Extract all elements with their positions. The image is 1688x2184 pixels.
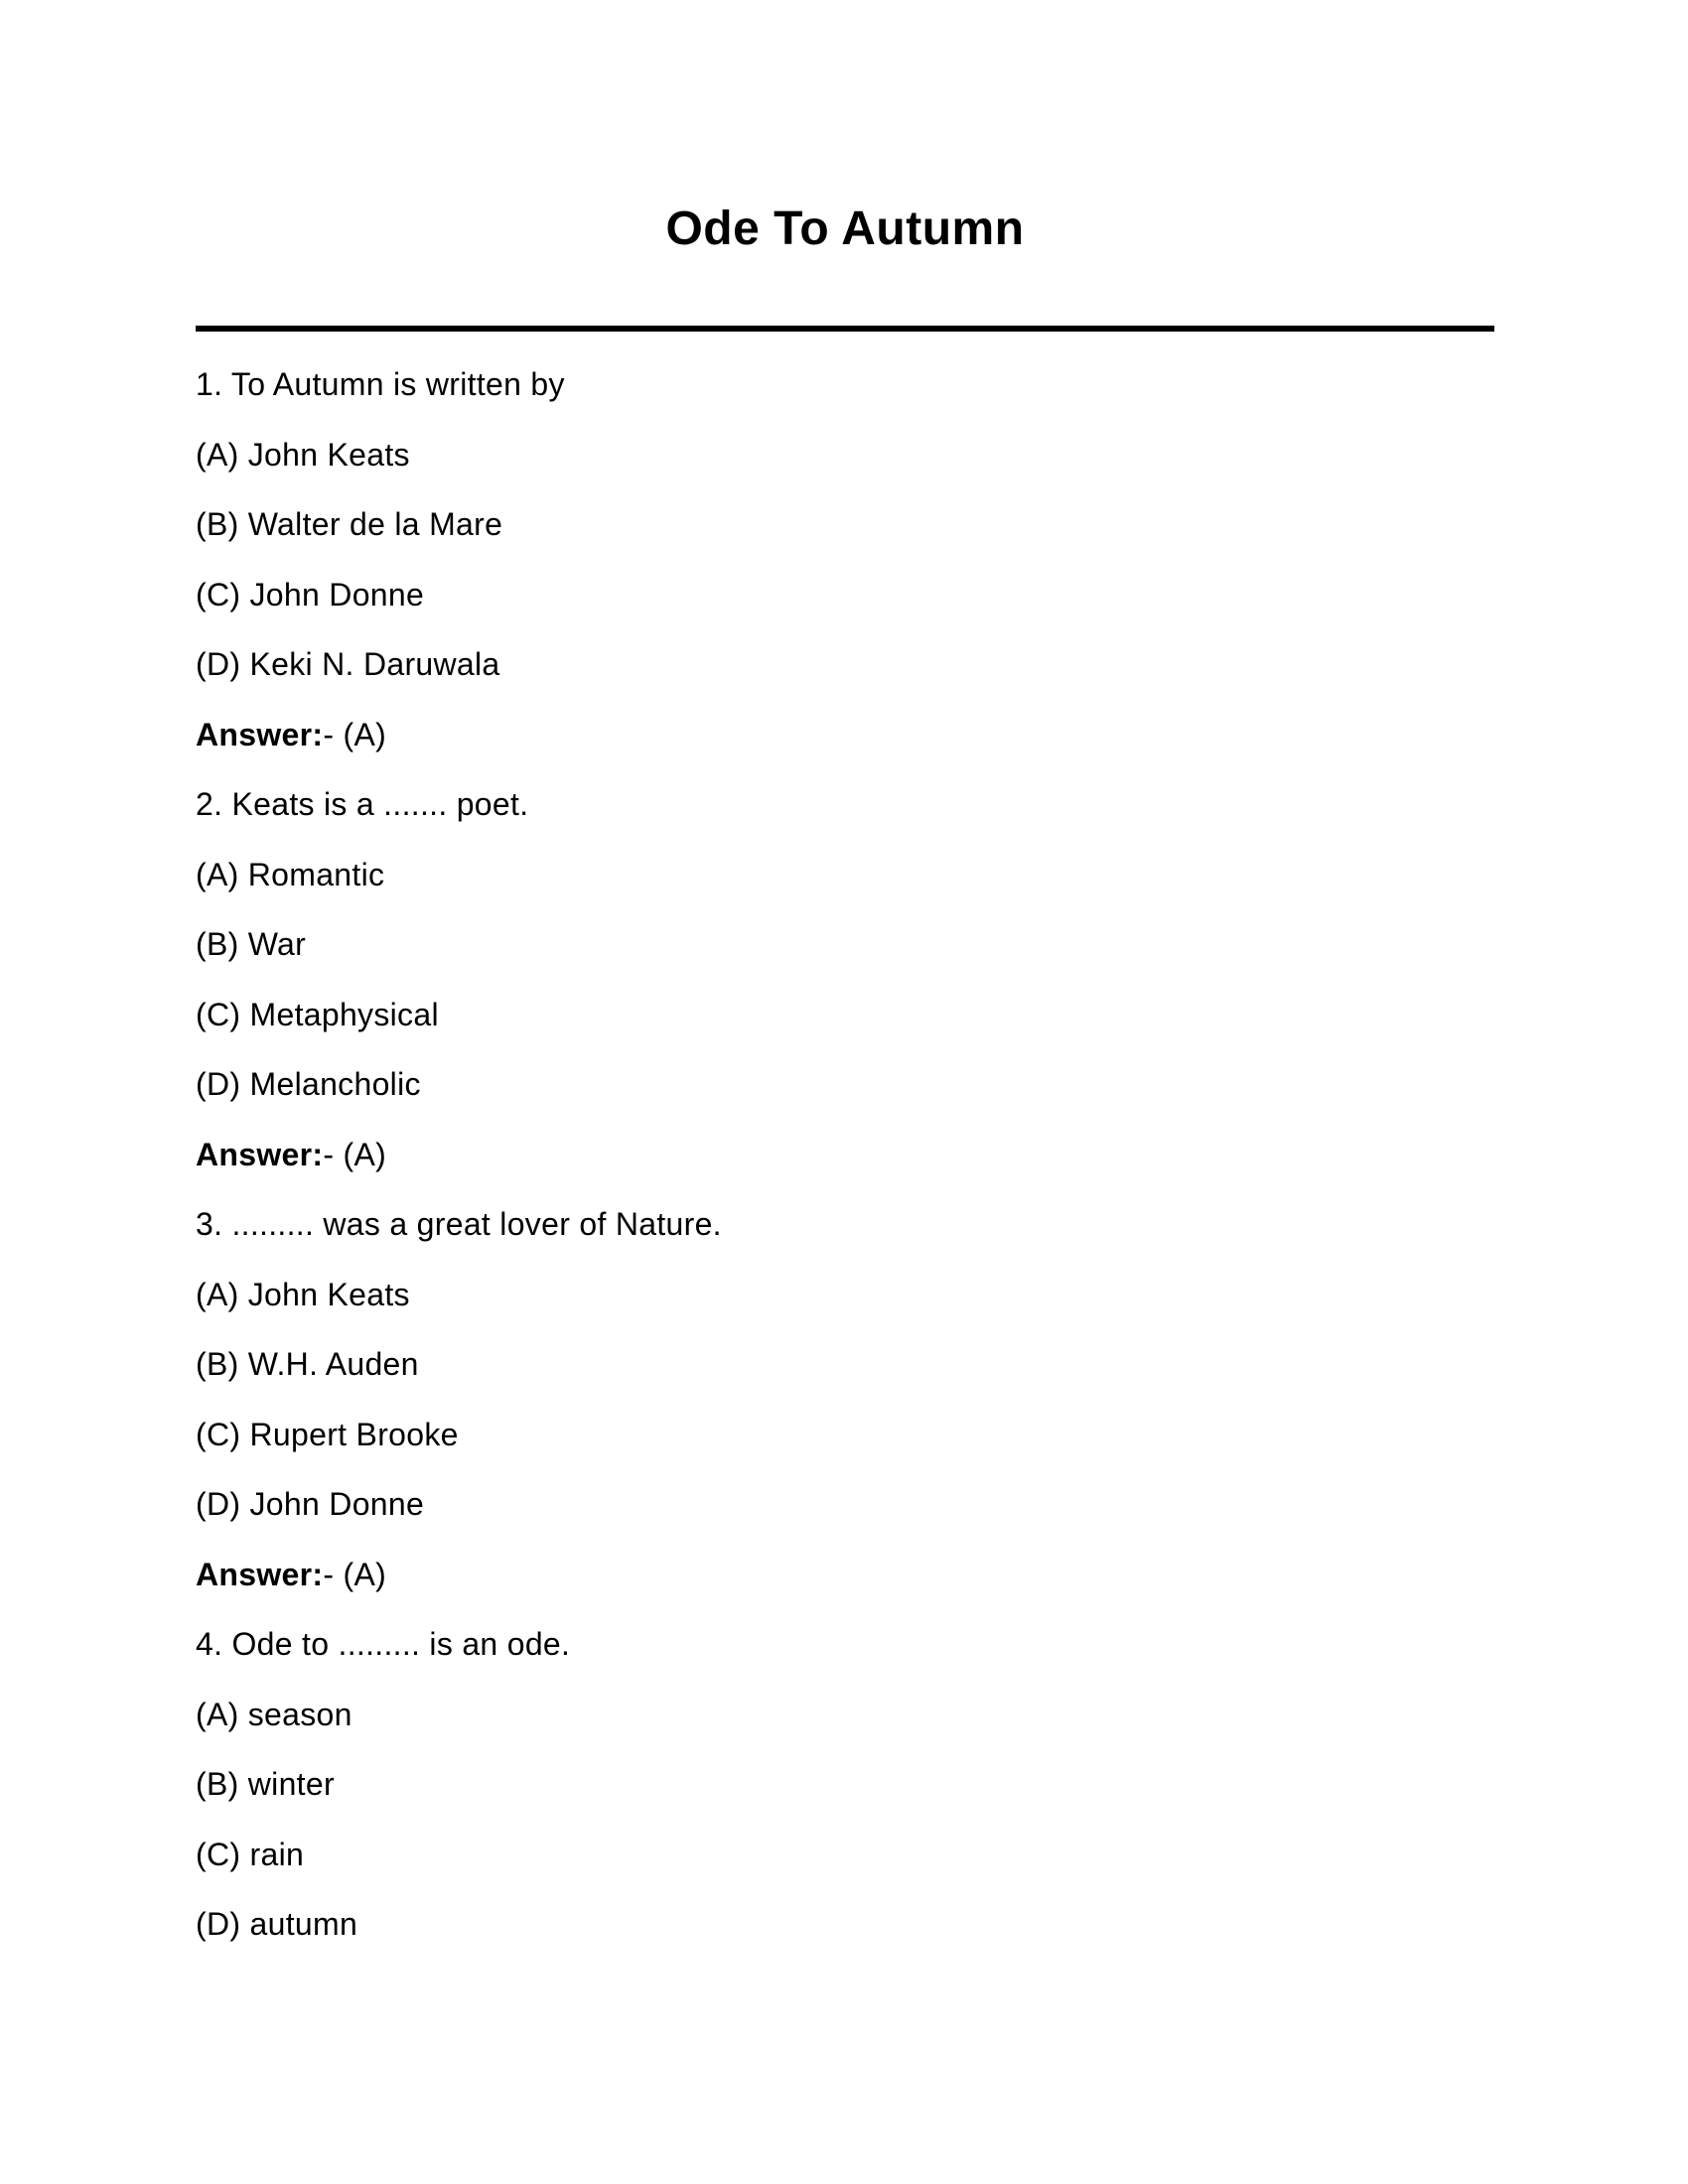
question-3-option-d: (D) John Donne xyxy=(196,1486,425,1522)
title-divider xyxy=(196,326,1494,332)
question-2-option-a: (A) Romantic xyxy=(196,856,385,892)
question-1-option-c: (C) John Donne xyxy=(196,576,425,613)
page-title: Ode To Autumn xyxy=(665,203,1025,255)
question-4-text: 4. Ode to ......... is an ode. xyxy=(196,1626,571,1662)
question-1-answer-value: - (A) xyxy=(323,716,387,752)
question-1-option-b: (B) Walter de la Mare xyxy=(196,506,503,542)
question-3-option-a: (A) John Keats xyxy=(196,1276,410,1312)
question-3-answer-label: Answer: xyxy=(196,1556,324,1592)
question-3-text: 3. ......... was a great lover of Nature. xyxy=(196,1206,722,1242)
question-1-option-a: (A) John Keats xyxy=(196,436,410,473)
question-1-text: 1. To Autumn is written by xyxy=(196,366,565,402)
question-2-text: 2. Keats is a ....... poet. xyxy=(196,786,529,822)
question-4-option-c: (C) rain xyxy=(196,1836,305,1872)
question-1-option-d: (D) Keki N. Daruwala xyxy=(196,646,500,682)
question-2-answer-line xyxy=(196,1120,1494,1190)
question-3-answer-value: - (A) xyxy=(323,1556,387,1592)
question-1-answer-label: Answer: xyxy=(196,716,324,752)
quiz-content xyxy=(196,338,1494,1960)
question-4-option-d: (D) autumn xyxy=(196,1906,358,1942)
question-1-answer-line xyxy=(196,700,1494,770)
question-3-answer-line xyxy=(196,1540,1494,1610)
question-4-option-b: (B) winter xyxy=(196,1766,335,1802)
question-2-answer-label: Answer: xyxy=(196,1136,324,1172)
question-4-option-a: (A) season xyxy=(196,1696,352,1732)
question-3-option-c: (C) Rupert Brooke xyxy=(196,1416,459,1452)
question-2-option-c: (C) Metaphysical xyxy=(196,996,439,1032)
question-2-option-b: (B) War xyxy=(196,926,307,962)
question-3-option-b: (B) W.H. Auden xyxy=(196,1346,419,1382)
question-2-answer-value: - (A) xyxy=(323,1136,387,1172)
question-2-option-d: (D) Melancholic xyxy=(196,1066,421,1102)
